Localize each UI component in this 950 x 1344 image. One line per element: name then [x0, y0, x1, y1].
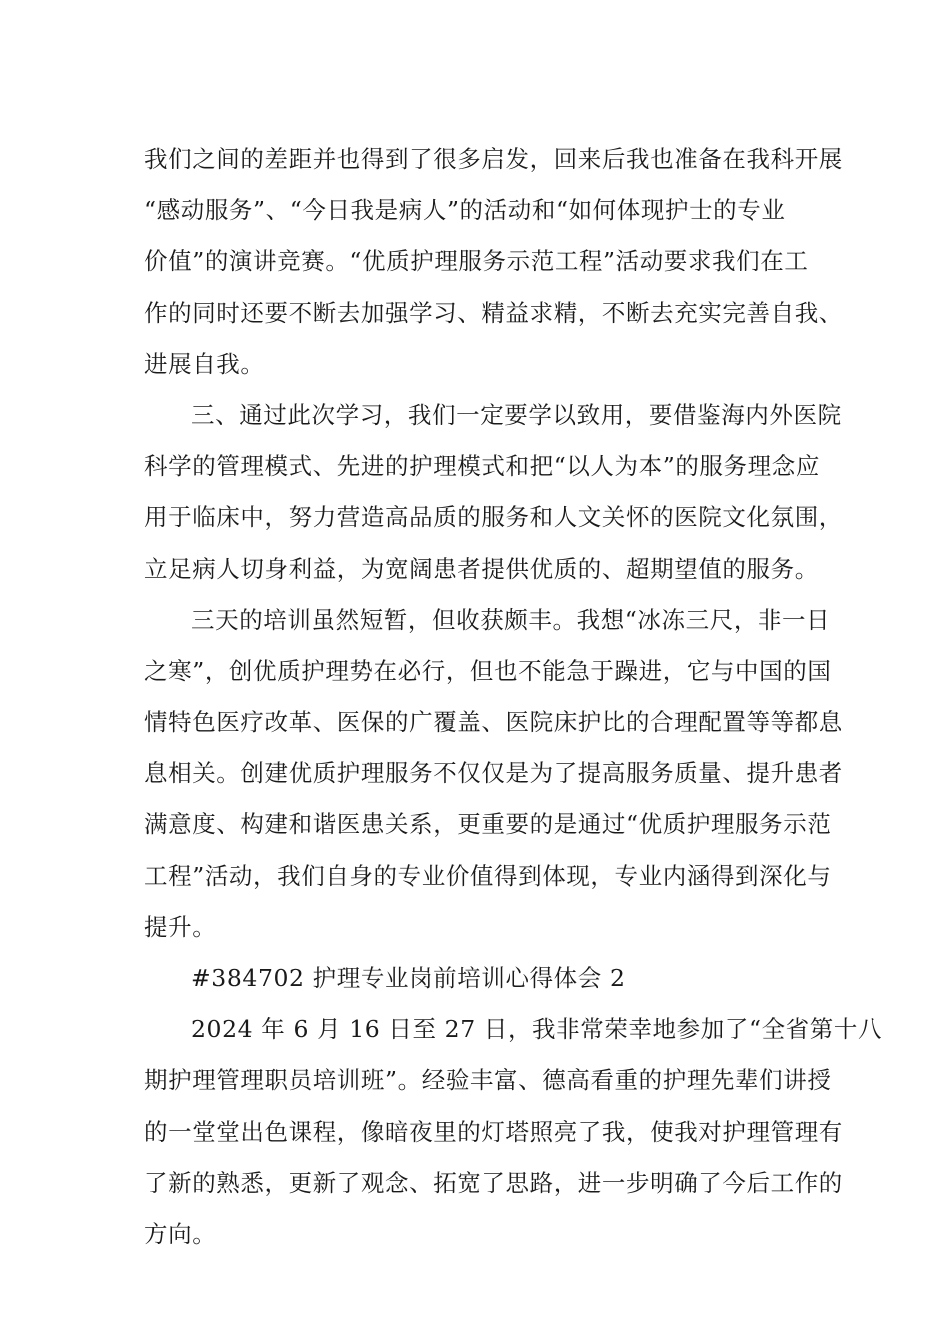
- paragraph-line: 情特色医疗改革、医保的广覆盖、医院床护比的合理配置等等都息: [144, 708, 843, 737]
- document-body: [144, 134, 883, 1260]
- paragraph-first-line: 2024 年 6 月 16 日至 27 日，我非常荣幸地参加了“全省第十八: [191, 1015, 883, 1044]
- paragraph-line: 了新的熟悉，更新了观念、拓宽了思路，进一步明确了今后工作的: [144, 1168, 843, 1197]
- paragraph-line: 用于临床中，努力营造高品质的服务和人文关怀的医院文化氛围，: [144, 503, 843, 532]
- paragraph-first-line: 三天的培训虽然短暂，但收获颇丰。我想“冰冻三尺，非一日: [191, 605, 831, 634]
- paragraph-line: 科学的管理模式、先进的护理模式和把“以人为本”的服务理念应: [144, 452, 820, 481]
- paragraph-line: 立足病人切身利益，为宽阔患者提供优质的、超期望值的服务。: [144, 554, 819, 583]
- paragraph-line: 价值”的演讲竞赛。“优质护理服务示范工程”活动要求我们在工: [144, 247, 809, 276]
- paragraph-line: 期护理管理职员培训班”。经验丰富、德高看重的护理先辈们讲授: [144, 1066, 832, 1095]
- paragraph-line: “感动服务”、“今日我是病人”的活动和“如何体现护士的专业: [144, 196, 786, 225]
- paragraph-first-line: 三、通过此次学习，我们一定要学以致用，要借鉴海内外医院: [191, 400, 842, 429]
- paragraph-line: 我们之间的差距并也得到了很多启发，回来后我也准备在我科开展: [144, 145, 843, 173]
- paragraph-line: 提升。: [144, 912, 217, 941]
- paragraph-first-line: #384702 护理专业岗前培训心得体会 2: [191, 964, 626, 992]
- paragraph-line: 息相关。创建优质护理服务不仅仅是为了提高服务质量、提升患者: [144, 759, 843, 788]
- paragraph-line: 进展自我。: [144, 349, 265, 378]
- paragraph-line: 工程”活动，我们自身的专业价值得到体现，专业内涵得到深化与: [144, 861, 832, 890]
- paragraph-line: 的一堂堂出色课程，像暗夜里的灯塔照亮了我，使我对护理管理有: [144, 1117, 843, 1146]
- paragraph-line: 满意度、构建和谐医患关系，更重要的是通过“优质护理服务示范: [144, 810, 832, 839]
- paragraph-line: 之寒”，创优质护理势在必行，但也不能急于躁进，它与中国的国: [144, 656, 832, 685]
- paragraph-line: 作的同时还要不断去加强学习、精益求精，不断去充实完善自我、: [144, 298, 843, 327]
- paragraph-line: 方向。: [144, 1219, 217, 1248]
